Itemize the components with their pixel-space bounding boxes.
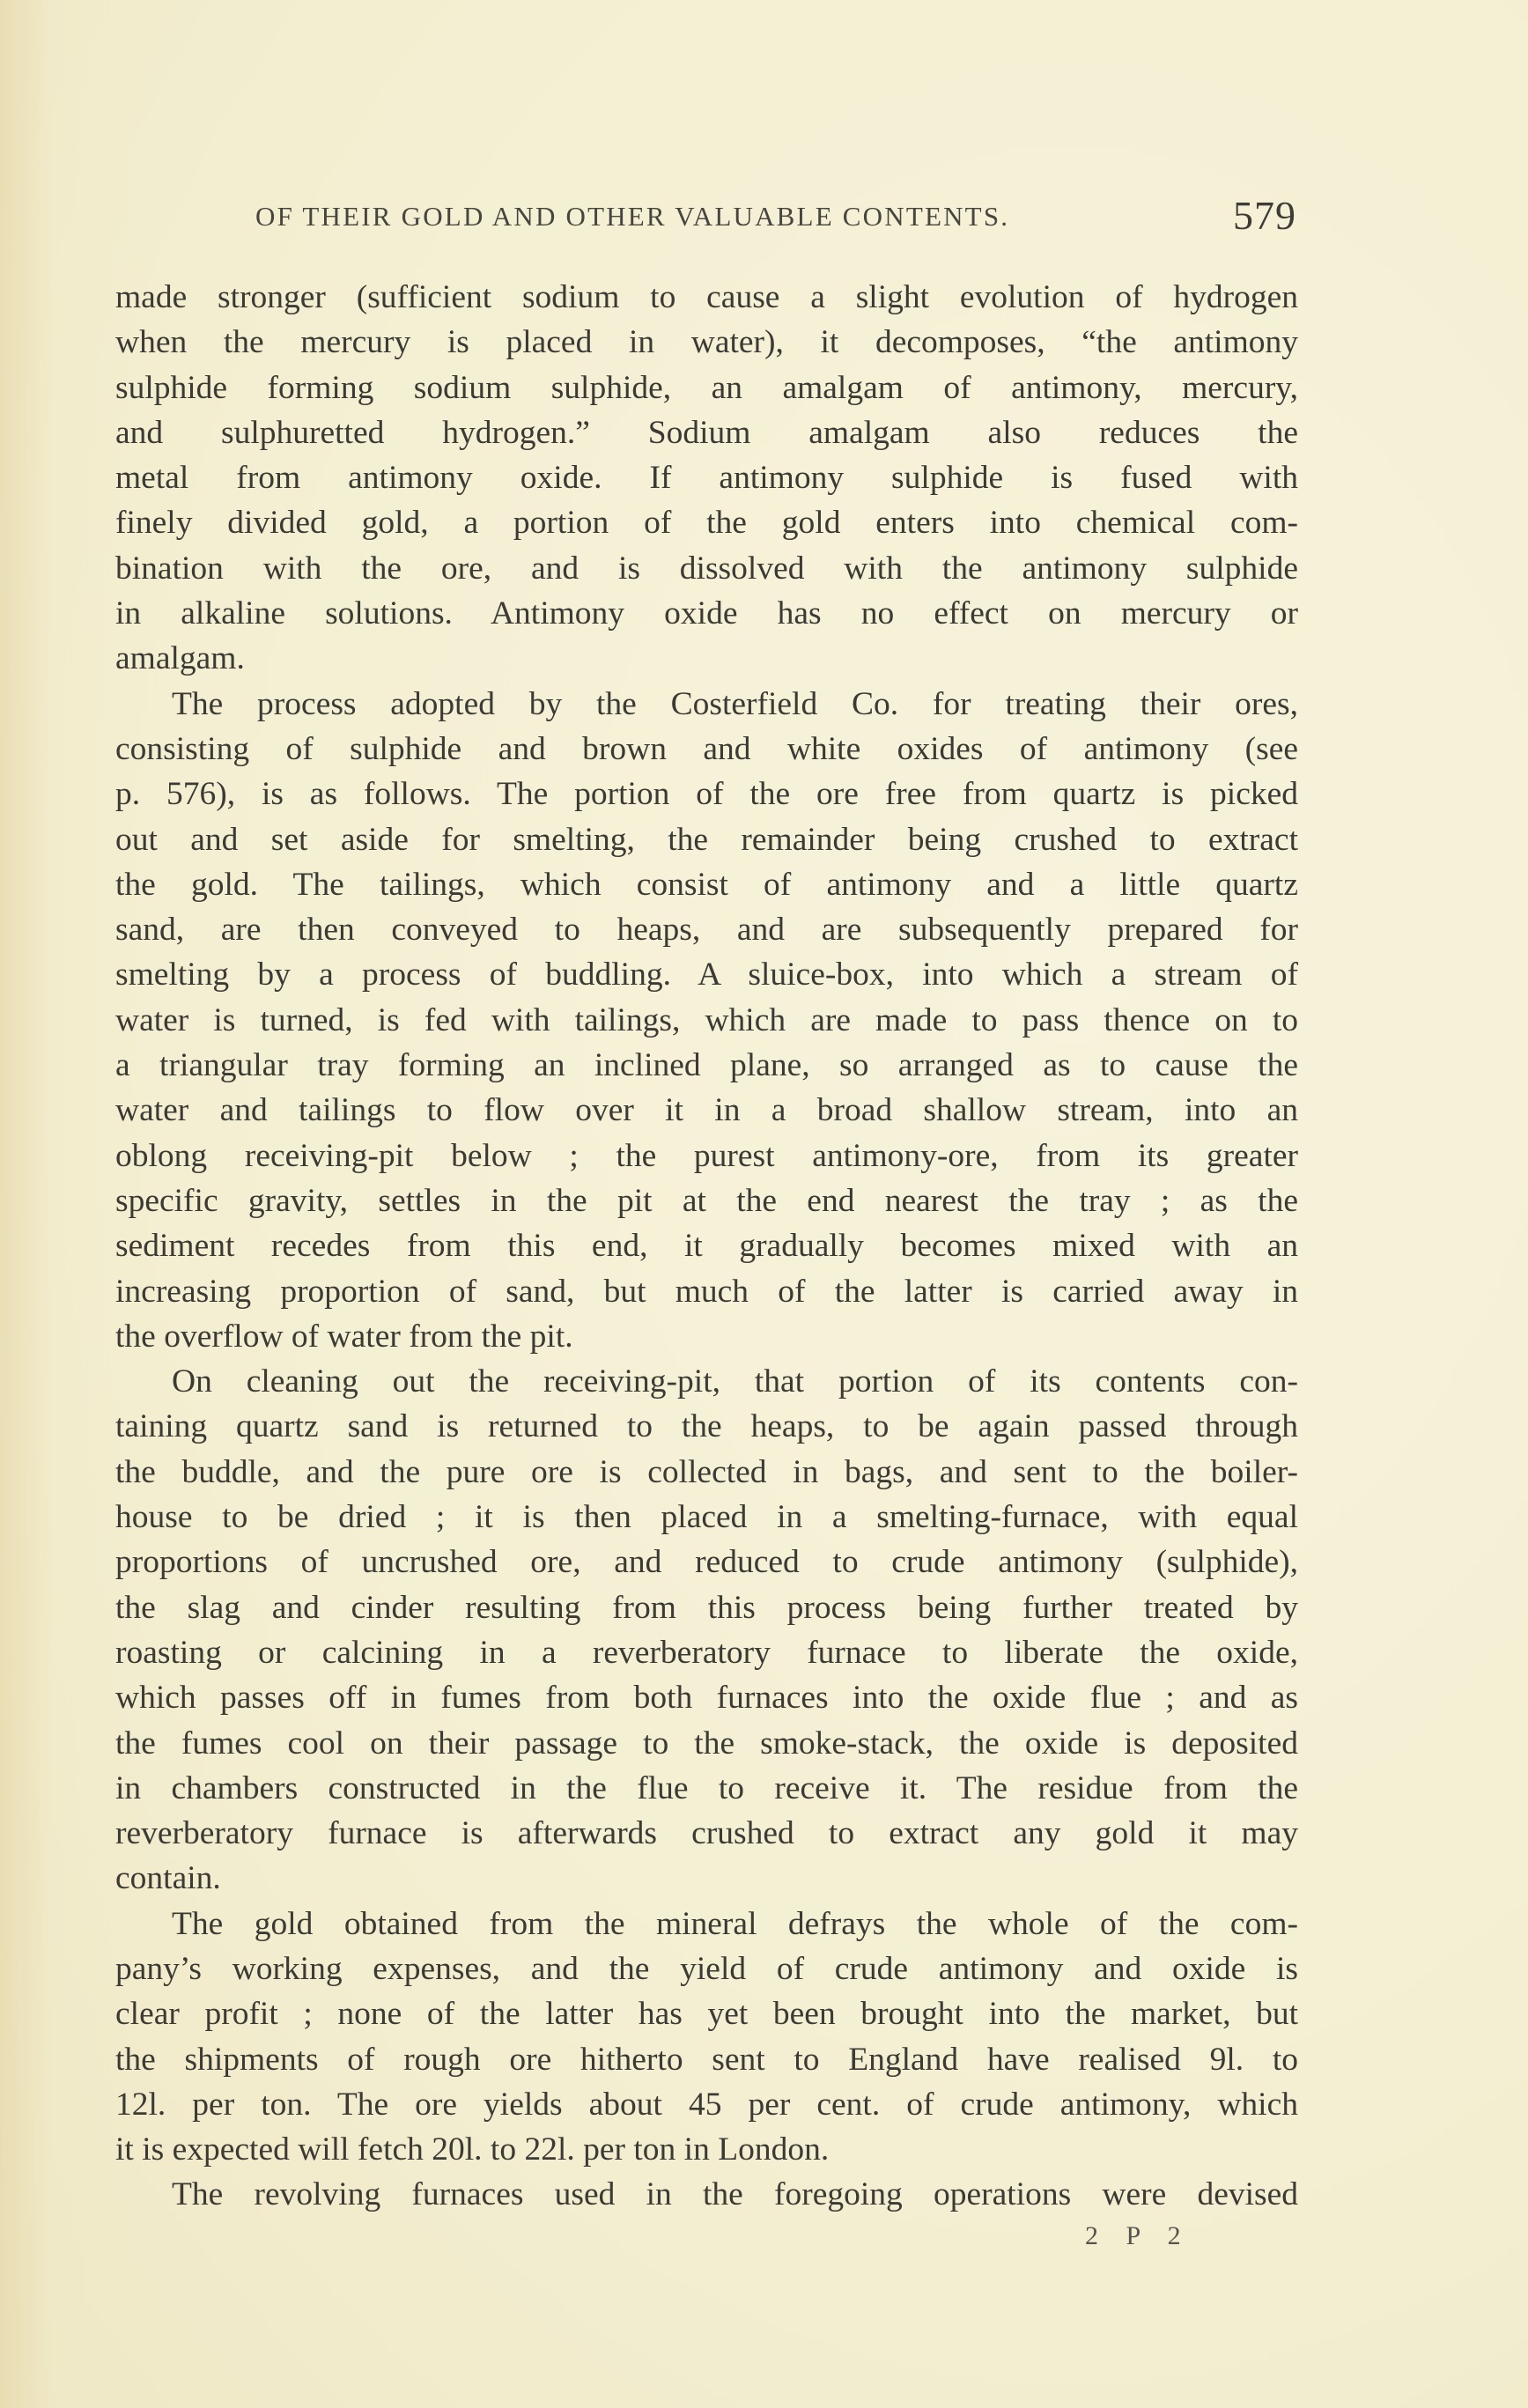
- text-line: it is expected will fetch 20l. to 22l. per ton in London.: [115, 2131, 830, 2168]
- text-line: p. 576), is as follows. The portion of the ore free from quartz is picked: [115, 776, 1298, 813]
- text-line: in chambers constructed in the flue to receive it. The residue from the: [115, 1769, 1298, 1806]
- text-line: sulphide forming sodium sulphide, an amalgam of antimony, mercury,: [115, 369, 1298, 406]
- text-line: metal from antimony oxide. If antimony sulphide is fused with: [115, 460, 1298, 497]
- text-line: and sulphuretted hydrogen.” Sodium amalgam also reduces the: [115, 414, 1298, 451]
- text-line: sand, are then conveyed to heaps, and are subsequently prepared for: [115, 912, 1298, 949]
- text-line: proportions of uncrushed ore, and reduced to crude antimony (sulphide),: [115, 1544, 1298, 1581]
- text-line: which passes off in fumes from both furnaces into the oxide flue ; and as: [115, 1680, 1298, 1717]
- text-line: reverberatory furnace is afterwards crushed to extract any gold it may: [115, 1815, 1298, 1852]
- text-line: water is turned, is fed with tailings, which are made to pass thence on to: [115, 1001, 1298, 1038]
- text-line: consisting of sulphide and brown and white oxides of antimony (see: [115, 730, 1298, 767]
- text-line: roasting or calcining in a reverberatory furnace to liberate the oxide,: [115, 1634, 1298, 1671]
- text-line: specific gravity, settles in the pit at the end nearest the tray ; as the: [115, 1182, 1298, 1219]
- signature-mark: 2 P 2: [1085, 2221, 1192, 2250]
- text-line: The revolving furnaces used in the foregoing operations were devised: [172, 2176, 1298, 2213]
- text-line: The process adopted by the Costerfield Co. for treating their ores,: [172, 685, 1298, 722]
- text-line: amalgam.: [115, 640, 245, 677]
- page-number: 579: [1233, 193, 1296, 238]
- text-line: the slag and cinder resulting from this process being further treated by: [115, 1589, 1298, 1626]
- text-line: sediment recedes from this end, it gradually becomes mixed with an: [115, 1228, 1298, 1265]
- text-line: oblong receiving-pit below ; the purest antimony-ore, from its greater: [115, 1137, 1298, 1174]
- running-title: OF THEIR GOLD AND OTHER VALUABLE CONTENTS.: [255, 201, 1010, 232]
- text-line: out and set aside for smelting, the remainder being crushed to extract: [115, 821, 1298, 858]
- text-line: The gold obtained from the mineral defrays the whole of the com-: [172, 1905, 1298, 1942]
- text-line: the buddle, and the pure ore is collected in bags, and sent to the boiler-: [115, 1453, 1298, 1490]
- text-line: water and tailings to flow over it in a broad shallow stream, into an: [115, 1092, 1298, 1129]
- text-line: increasing proportion of sand, but much of the latter is carried away in: [115, 1273, 1298, 1310]
- text-line: the gold. The tailings, which consist of antimony and a little quartz: [115, 866, 1298, 903]
- text-line: made stronger (sufficient sodium to cause a slight evolution of hydrogen: [115, 279, 1298, 315]
- running-head: [255, 193, 1303, 248]
- text-line: the shipments of rough ore hitherto sent to England have realised 9l. to: [115, 2041, 1298, 2078]
- text-line: the fumes cool on their passage to the smoke-stack, the oxide is deposited: [115, 1725, 1298, 1762]
- text-line: house to be dried ; it is then placed in a smelting-furnace, with equal: [115, 1499, 1298, 1536]
- body-text: [115, 275, 1298, 2218]
- text-line: pany’s working expenses, and the yield of crude antimony and oxide is: [115, 1950, 1298, 1987]
- text-line: taining quartz sand is returned to the heaps, to be again passed through: [115, 1408, 1298, 1445]
- text-line: On cleaning out the receiving-pit, that portion of its contents con-: [172, 1363, 1298, 1400]
- text-line: the overflow of water from the pit.: [115, 1318, 573, 1355]
- text-line: smelting by a process of buddling. A sluice-box, into which a stream of: [115, 957, 1298, 993]
- text-line: finely divided gold, a portion of the gold enters into chemical com-: [115, 505, 1298, 542]
- text-line: clear profit ; none of the latter has yet been brought into the market, but: [115, 1996, 1298, 2033]
- text-line: contain.: [115, 1860, 221, 1897]
- text-line: when the mercury is placed in water), it decomposes, “the antimony: [115, 324, 1298, 361]
- text-line: 12l. per ton. The ore yields about 45 per cent. of crude antimony, which: [115, 2086, 1298, 2123]
- text-line: in alkaline solutions. Antimony oxide has no effect on mercury or: [115, 595, 1298, 632]
- text-line: a triangular tray forming an inclined plane, so arranged as to cause the: [115, 1047, 1298, 1084]
- text-line: bination with the ore, and is dissolved with the antimony sulphide: [115, 550, 1298, 587]
